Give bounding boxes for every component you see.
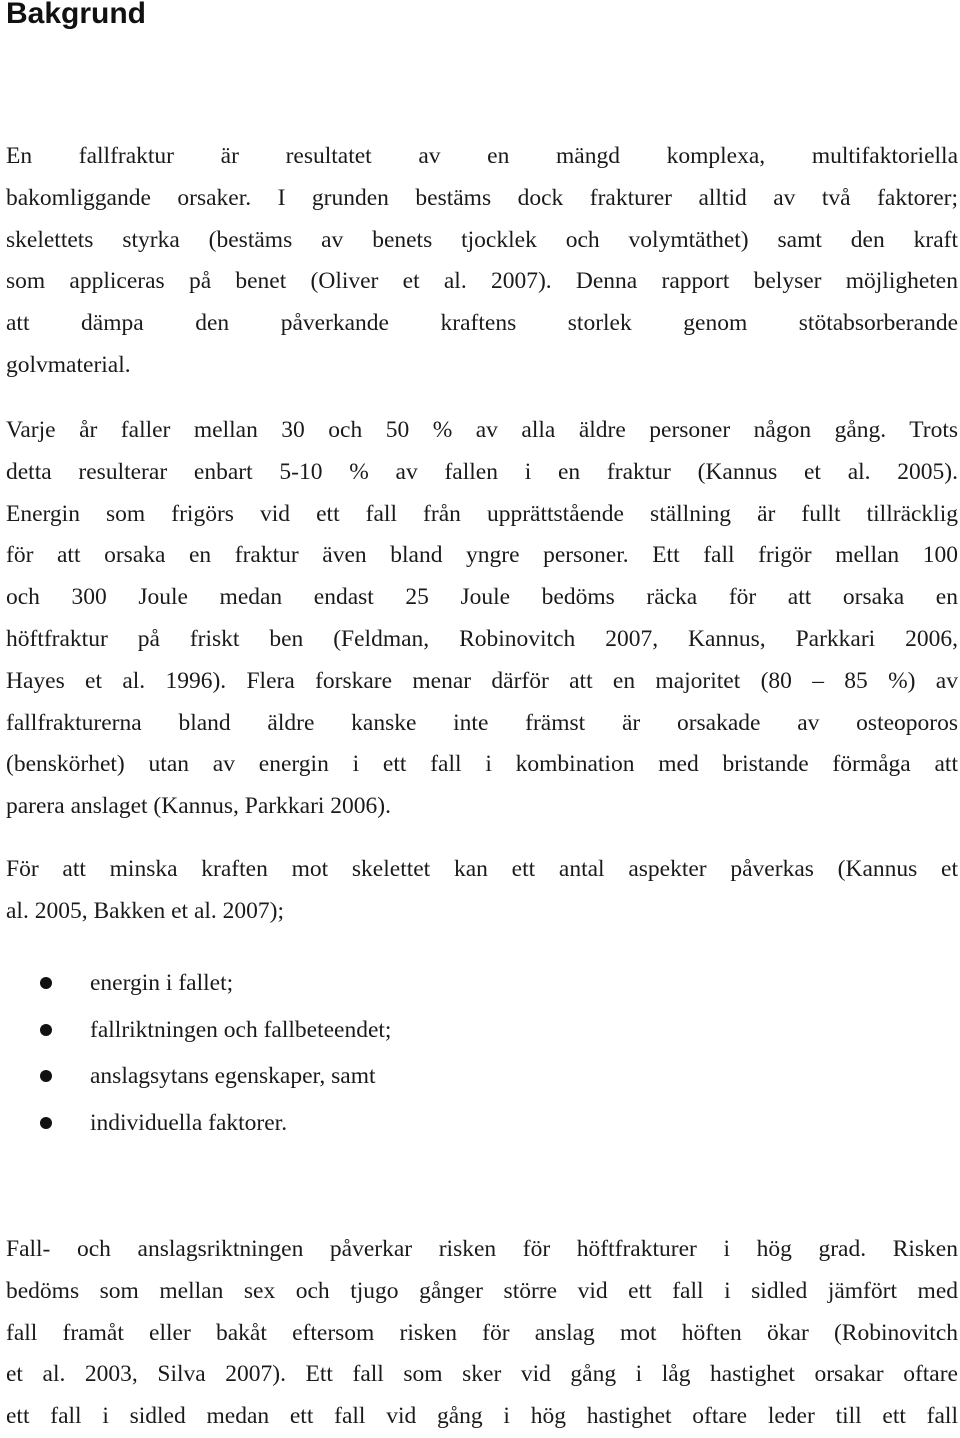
text-line: och 300 Joule medan endast 25 Joule bedöms räcka för att orsaka en xyxy=(6,584,958,611)
paragraph-intro xyxy=(6,136,958,387)
list-item xyxy=(6,960,906,1007)
bullet-icon xyxy=(40,1070,52,1082)
text-line: Energin som frigörs vid ett fall från upprättstående ställning är fullt tillräcklig xyxy=(6,500,958,527)
text-line: som appliceras på benet (Oliver et al. 2007). Denna rapport belyser möjligheten xyxy=(6,268,958,295)
text-line: al. 2005, Bakken et al. 2007); xyxy=(6,897,285,924)
list-item xyxy=(6,1007,906,1054)
list-item-text: individuella faktorer. xyxy=(90,1109,288,1136)
text-line: För att minska kraften mot skelettet kan ett antal aspekter påverkas (Kannus et xyxy=(6,856,958,882)
paragraph-fall-statistics xyxy=(6,410,958,828)
bullet-icon xyxy=(40,1117,52,1129)
text-line: för att orsaka en fraktur även bland yngre personer. Ett fall frigör mellan 100 xyxy=(6,542,958,569)
text-line: (benskörhet) utan av energin i ett fall i kombination med bristande förmåga att xyxy=(6,751,958,778)
text-line: skelettets styrka (bestäms av benets tjocklek och volymtäthet) samt den kraft xyxy=(6,226,958,253)
paragraph-fall-direction xyxy=(6,1229,958,1438)
text-line: detta resulterar enbart 5-10 % av fallen i en fraktur (Kannus et al. 2005). xyxy=(6,458,958,485)
list-item-text: fallriktningen och fallbeteendet; xyxy=(90,1016,392,1043)
text-line: ett fall i sidled medan ett fall vid gång i hög hastighet oftare leder till ett fall xyxy=(6,1403,958,1430)
text-line: parera anslaget (Kannus, Parkkari 2006). xyxy=(6,793,391,820)
paragraph-aspects-intro xyxy=(6,849,958,933)
list-item-text: energin i fallet; xyxy=(90,970,234,996)
text-line: et al. 2003, Silva 2007). Ett fall som sker vid gång i låg hastighet orsakar oftare xyxy=(6,1361,958,1388)
text-line: att dämpa den påverkande kraftens storlek genom stötabsorberande xyxy=(6,310,958,337)
text-line: Hayes et al. 1996). Flera forskare menar därför att en majoritet (80 – 85 %) av xyxy=(6,667,958,694)
list-item xyxy=(6,1053,906,1100)
text-line: bedöms som mellan sex och tjugo gånger större vid ett fall i sidled jämfört med xyxy=(6,1277,958,1304)
text-line: höftfraktur på friskt ben (Feldman, Robinovitch 2007, Kannus, Parkkari 2006, xyxy=(6,625,958,652)
list-item-text: anslagsytans egenskaper, samt xyxy=(90,1063,376,1089)
text-line: fall framåt eller bakåt eftersom risken för anslag mot höften ökar (Robinovitch xyxy=(6,1319,958,1346)
text-line: Fall- och anslagsriktningen påverkar risken för höftfrakturer i hög grad. Risken xyxy=(6,1236,958,1262)
bullet-icon xyxy=(40,977,52,989)
bullet-icon xyxy=(40,1024,52,1036)
list-item xyxy=(6,1100,906,1147)
text-line: golvmaterial. xyxy=(6,351,131,378)
text-line: Varje år faller mellan 30 och 50 % av alla äldre personer någon gång. Trots xyxy=(6,417,958,443)
section-heading: Bakgrund xyxy=(6,0,147,30)
text-line: bakomliggande orsaker. I grunden bestäms dock frakturer alltid av två faktorer; xyxy=(6,184,958,211)
aspect-list xyxy=(6,960,906,1146)
text-line: En fallfraktur är resultatet av en mängd komplexa, multifaktoriella xyxy=(6,143,958,169)
text-line: fallfrakturerna bland äldre kanske inte främst är orsakade av osteoporos xyxy=(6,709,958,736)
